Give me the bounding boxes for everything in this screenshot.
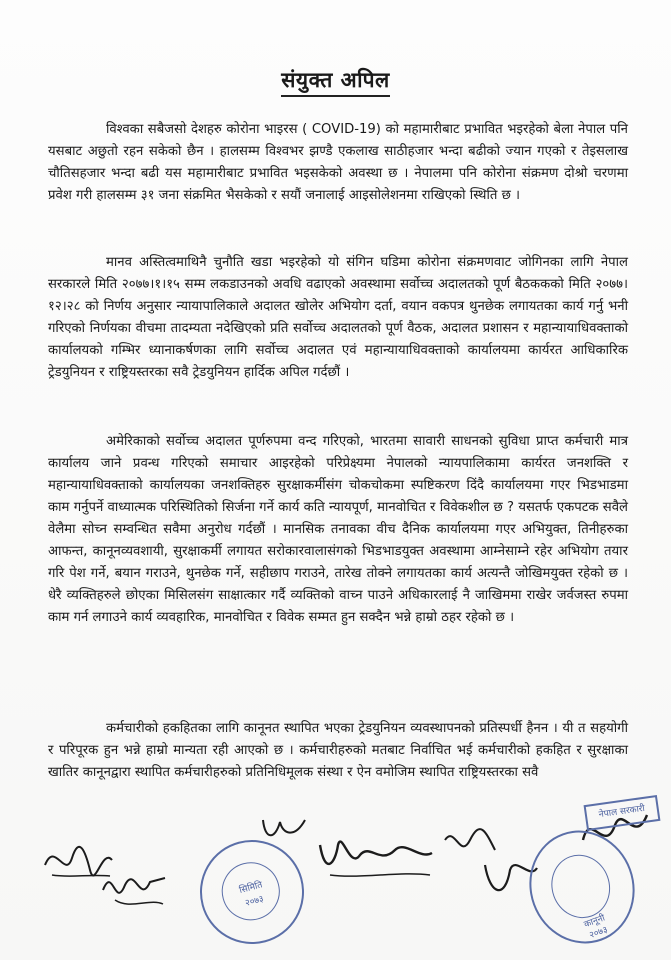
- stamp-2-label: कानूनी: [582, 913, 607, 931]
- paragraph-2: [48, 252, 628, 384]
- paragraph-3: [48, 431, 628, 629]
- signature-area: [0, 800, 671, 960]
- paragraph-1-text: विश्वका सबैजसो देशहरु कोरोना भाइरस ( COVID-19) को महामारीबाट प्रभावित भइरहेको बेला नेपाल पनि यसबाट अछुतो रहन सकेको छैन । हालसम्म विश्वभर झण्डै एकलाख साठीहजार भन्दा बढीको ज्यान गएको र तेइसलाख चौतिसहजार भन्दा बढी यस महामारीबाट प्रभावित भइसकेको अवस्था छ । नेपालमा पनि कोरोना संक्रमण दोश्रो चरणमा प्रवेश गरी हालसम्म ३१ जना संक्रमित भैसकेको र सयौं जनालाई आइसोलेशनमा राखिएको स्थिति छ ।: [48, 122, 628, 203]
- paragraph-1: [48, 119, 628, 207]
- paragraph-4-text: कर्मचारीको हकहितका लागि कानूनत स्थापित भएका ट्रेडयुनियन व्यवस्थापनको प्रतिस्पर्धी हैनन । यी त सहयोगी र परिपूरक हुन भन्ने हाम्रो मान्यता रही आएको छ । कर्मचारीहरुको मतबाट निर्वाचित भई कर्मचारीको हकहित र सुरक्षाका खातिर कानूनद्वारा स्थापित कर्मचारीहरुको प्रतिनिधिमूलक संस्था र ऐन वमोजिम स्थापित राष्ट्रियस्तरका सवै: [48, 721, 628, 780]
- stamp-1-number: २०७३: [244, 894, 265, 909]
- stamp-2-number: २०७३: [588, 925, 610, 941]
- paragraph-4: [48, 718, 628, 784]
- paragraph-2-text: मानव अस्तित्वमाथिनै चुनौति खडा भइरहेको यो संगिन घडिमा कोरोना संक्रमणवाट जोगिनका लागि नेपाल सरकारले मिति २०७७।१।१५ सम्म लकडाउनको अवधि वढाएको अवस्थामा सर्वोच्च अदालतको पूर्ण बैठककको मिति २०७७।१२।२८ को निर्णय अनुसार न्यायापालिकाले अदालत खोलेर अभियोग दर्ता, वयान वकपत्र थुनछेक लगायतका कार्य गर्नु भनी गरिएको निर्णयका वीचमा तादम्यता नदेखिएको प्रति सर्वोच्च अदालतको पूर्ण वैठक, अदालत प्रशासन र महान्यायाधिवक्ताको कार्यालयको गम्भिर ध्यानाकर्षणका लागि सर्वोच्च अदालत एवं महान्यायाधिवक्ताको कार्यालयमा कार्यरत आधिकारिक ट्रेडयुनियन र राष्ट्रियस्तरका सवै ट्रेडयुनियन हार्दिक अपिल गर्दछौं ।: [48, 255, 628, 380]
- document-title-text: संयुक्त अपिल: [281, 68, 390, 97]
- document-title: [0, 66, 671, 94]
- signature-4: [310, 825, 440, 885]
- stamp-1-center-text: सिमिति: [238, 880, 264, 897]
- signature-2: [95, 860, 175, 920]
- paragraph-3-text: अमेरिकाको सर्वोच्च अदालत पूर्णरुपमा वन्द गरिएको, भारतमा सावारी साधनको सुविधा प्राप्त कर्मचारी मात्र कार्यालय जाने प्रवन्ध गरिएको समाचार आइरहेको परिप्रेक्ष्यमा नेपालको न्यायपालिकामा कार्यरत जनशक्ति र महान्यायाधिवक्ताको कार्यालयका जनशक्तिहरु सुरक्षाकर्मीसंग चोकचोकमा स्पष्टिकरण दिंदै कार्यालयमा गएर भिडभाडमा काम गर्नुपर्ने वाध्यात्मक परिस्थितिको सिर्जना गर्ने कार्य कति न्यायपूर्ण, मानवोचित र विवेकशील छ ? यसतर्फ एकपटक सवैले वेलैमा सोच्न सम्वन्धित सवैमा अनुरोध गर्दछौं । मानसिक तनावका वीच दैनिक कार्यालयमा गएर अभियुक्त, तिनीहरुका आफन्त, कानूनव्यवशायी, सुरक्षाकर्मी लगायत सरोकारवालासंगको भिडभाडयुक्त अवस्थामा आम्नेसाम्ने रहेर अभियोग तयार गरि पेश गर्ने, बयान गराउने, थुनछेक गर्ने, सहीछाप गराउने, तारेख तोक्ने लगायतका कार्य अत्यन्तै जोखिमयुक्त रहेको छ । धेरै व्यक्तिहरुले छोएका मिसिलसंग साक्षात्कार गर्दै व्यक्तिको वाच्न पाउने अधिकारलाई नै जाखिममा राखेर जर्वजस्त रुपमा काम गर्न लगाउने कार्य व्यवहारिक, मानवोचित र विवेक सम्मत हुन सक्दैन भन्ने हाम्रो ठहर रहेको छ ।: [48, 434, 628, 625]
- stamp-3-text: नेपाल सरकारी: [598, 803, 646, 821]
